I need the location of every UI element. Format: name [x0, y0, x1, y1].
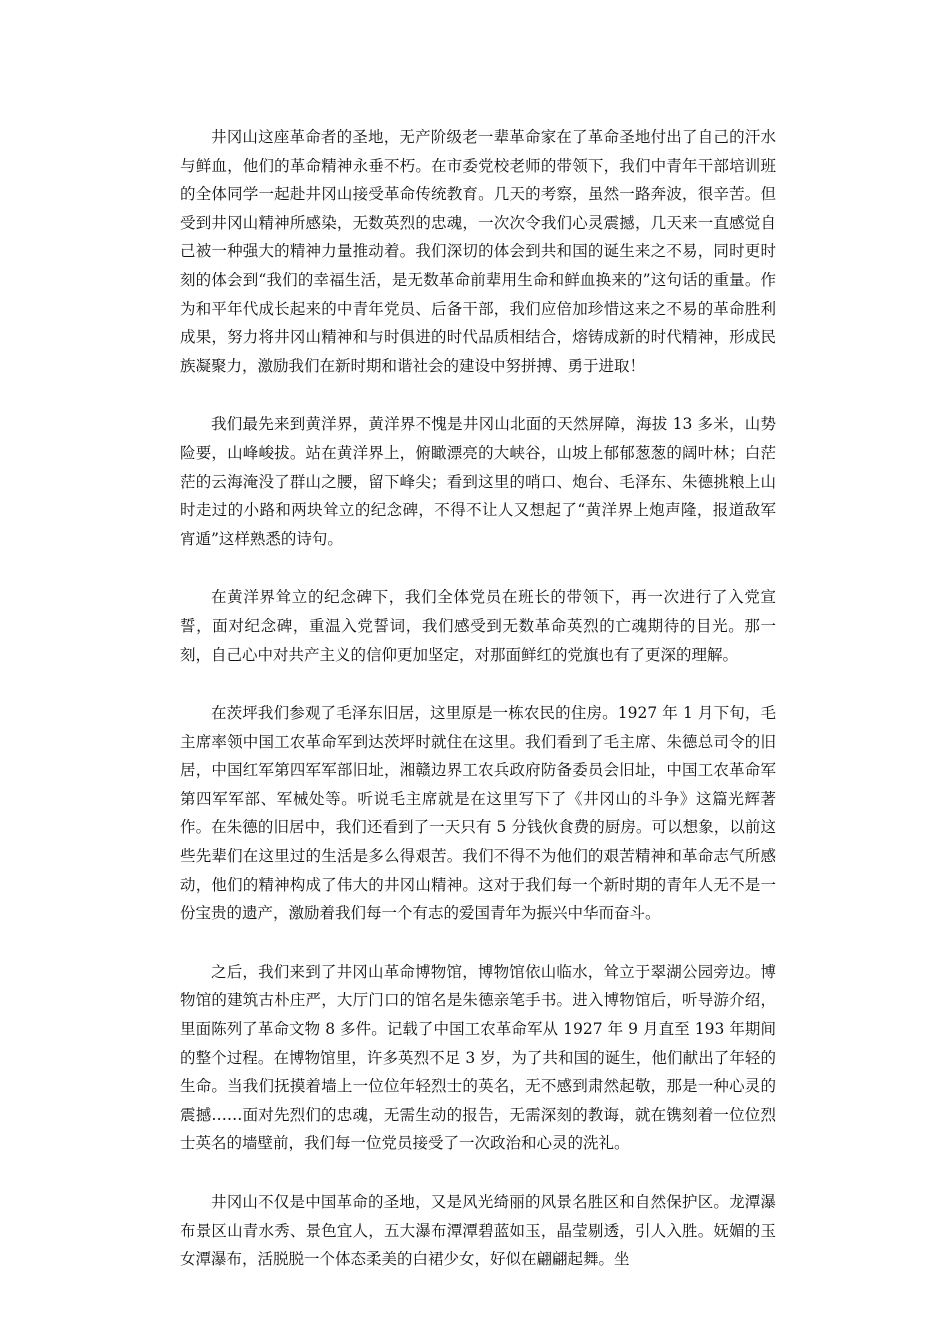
paragraph-1: 井冈山这座革命者的圣地，无产阶级老一辈革命家在了革命圣地付出了自己的汗水与鲜血，他们的革命精神永垂不朽。在市委党校老师的带领下，我们中青年干部培训班的全体同学一起赴井冈山接受革命传统教育。几天的考察，虽然一路奔波，很辛苦。但受到井冈山精神所感染，无数英烈的忠魂，一次次令我们心灵震撼，几天来一直感觉自己被一种强大的精神力量推动着。我们深切的体会到共和国的诞生来之不易，同时更时刻的体会到“我们的幸福生活，是无数革命前辈用生命和鲜血换来的”这句话的重量。作为和平年代成长起来的中青年党员、后备干部，我们应倍加珍惜这来之不易的革命胜利成果，努力将井冈山精神和与时俱进的时代品质相结合，熔铸成新的时代精神，形成民族凝聚力，激励我们在新时期和谐社会的建设中努拼搏、勇于进取！: [180, 128, 776, 375]
paragraph-2: 我们最先来到黄洋界，黄洋界不愧是井冈山北面的天然屏障，海拔 13 多米，山势险要，山峰峻拔。站在黄洋界上，俯瞰漂亮的大峡谷，山坡上郁郁葱葱的阔叶林；白茫茫的云海淹没了群山之腰，留下峰尖；看到这里的哨口、炮台、毛泽东、朱德挑粮上山时走过的小路和两块耸立的纪念碑，不得不让人又想起了“黄洋界上炮声隆，报道敌军宵遁”这样熟悉的诗句。: [180, 415, 776, 548]
paragraph-4: 在茨坪我们参观了毛泽东旧居，这里原是一栋农民的住房。1927 年 1 月下旬，毛主席率领中国工农革命军到达茨坪时就住在这里。我们看到了毛主席、朱德总司令的旧居，中国红军第四军军部旧址，湘赣边界工农兵政府防备委员会旧址，中国工农革命军第四军军部、军械处等。听说毛主席就是在这里写下了《井冈山的斗争》这篇光辉著作。在朱德的旧居中，我们还看到了一天只有 5 分钱伙食费的厨房。可以想象，以前这些先辈们在这里过的生活是多么得艰苦。我们不得不为他们的艰苦精神和革命志气所感动，他们的精神构成了伟大的井冈山精神。这对于我们每一个新时期的青年人无不是一份宝贵的遗产，激励着我们每一个有志的爱国青年为振兴中华而奋斗。: [180, 704, 776, 923]
document-body: [180, 123, 776, 1274]
paragraph-5: 之后，我们来到了井冈山革命博物馆，博物馆依山临水，耸立于翠湖公园旁边。博物馆的建筑古朴庄严，大厅门口的馆名是朱德亲笔手书。进入博物馆后，听导游介绍，里面陈列了革命文物 8 多件。记载了中国工农革命军从 1927 年 9 月直至 193 年期间的整个过程。在博物馆里，许多英烈不足 3 岁，为了共和国的诞生，他们献出了年轻的生命。当我们抚摸着墙上一位位年轻烈士的英名，无不感到肃然起敬，那是一种心灵的震撼……面对先烈们的忠魂，无需生动的报告，无需深刻的教诲，就在镌刻着一位位烈士英名的墙壁前，我们每一位党员接受了一次政治和心灵的洗礼。: [180, 962, 776, 1153]
paragraph-6: 井冈山不仅是中国革命的圣地，又是风光绮丽的风景名胜区和自然保护区。龙潭瀑布景区山青水秀、景色宜人，五大瀑布潭潭碧蓝如玉，晶莹剔透，引人入胜。妩媚的玉女潭瀑布，活脱脱一个体态柔美的白裙少女，好似在翩翩起舞。坐: [180, 1193, 776, 1269]
paragraph-3: 在黄洋界耸立的纪念碑下，我们全体党员在班长的带领下，再一次进行了入党宣誓，面对纪念碑，重温入党誓词，我们感受到无数革命英烈的亡魂期待的目光。那一刻，自己心中对共产主义的信仰更加坚定，对那面鲜红的党旗也有了更深的理解。: [180, 588, 776, 664]
